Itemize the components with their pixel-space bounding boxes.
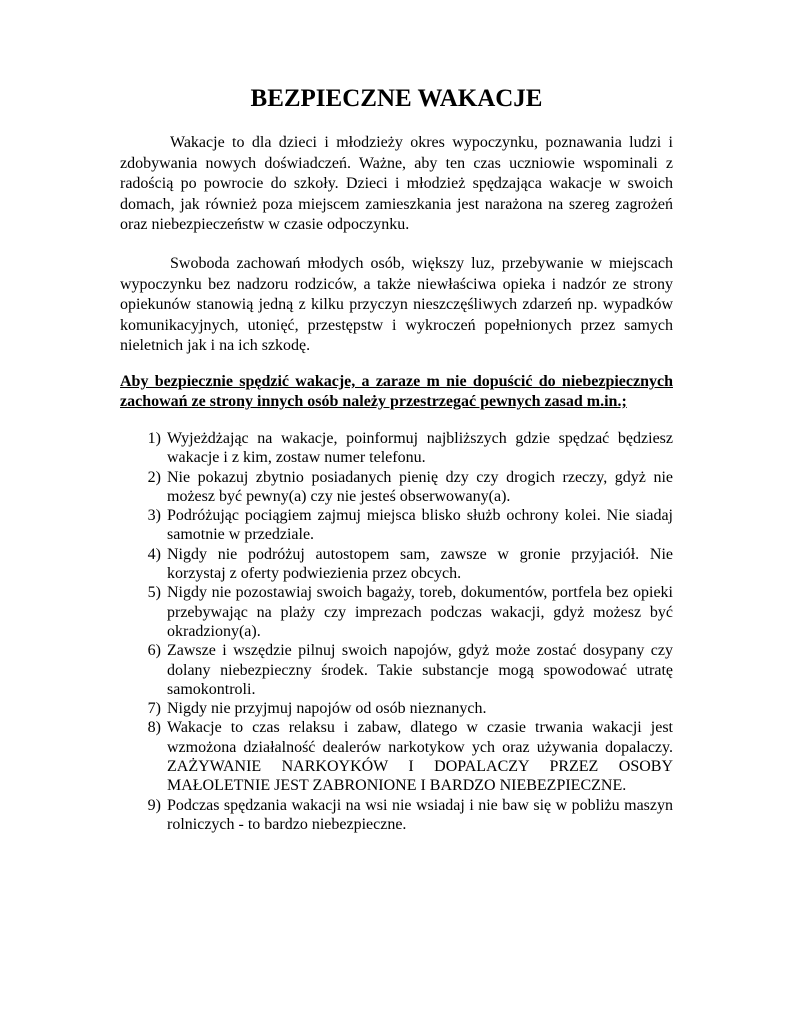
rule-text: Podczas spędzania wakacji na wsi nie wsiadaj i nie baw się w pobliżu maszyn rolniczych - to bardzo niebezpieczne. xyxy=(167,796,673,833)
rule-item xyxy=(120,583,673,641)
rule-item xyxy=(120,718,673,795)
rule-text: Nigdy nie przyjmuj napojów od osób nieznanych. xyxy=(167,700,487,718)
rule-number: 2) xyxy=(147,468,161,486)
rule-number: 8) xyxy=(147,719,161,737)
risks-paragraph: Swoboda zachowań młodych osób, większy luz, przebywanie w miejscach wypoczynku bez nadzoru rodziców, a także niewłaściwa opieka i nadzór ze strony opiekunów stanowią jedną z kilku przyczyn nieszczęśliwych zdarzeń np. wypadków komunikacyjnych, utonięć, przestępstw i wykroczeń popełnionych przez samych nieletnich jak i na ich szkodę. xyxy=(120,255,673,354)
rule-text: Nigdy nie podróżuj autostopem sam, zawsze w gronie przyjaciół. Nie korzystaj z oferty podwiezienia przez obcych. xyxy=(167,545,673,583)
rule-text: Zawsze i wszędzie pilnuj swoich napojów, gdyż może zostać dosypany czy dolany niebezpieczny środek. Takie substancje mogą spowodować utratę samokontroli. xyxy=(167,642,673,698)
rule-number: 9) xyxy=(147,796,161,814)
rule-text: Nie pokazuj zbytnio posiadanych pienię dzy czy drogich rzeczy, gdyż nie możesz być pewny(a) czy nie jesteś obserwowany(a). xyxy=(167,468,673,505)
rule-item xyxy=(120,699,673,718)
intro-paragraph: Wakacje to dla dzieci i młodzieży okres wypoczynku, poznawania ludzi i zdobywania nowych doświadczeń. Ważne, aby ten czas uczniowie wspominali z radością po powrocie do szkoły. Dzieci i młodzież spędzająca wakacje w swoich domach, jak również poza miejscem zamieszkania jest narażona na szereg zagrożeń oraz niebezpieczeństw w czasie odpoczynku. xyxy=(120,134,673,233)
rule-item xyxy=(120,506,673,545)
rule-text: Nigdy nie pozostawiaj swoich bagaży, toreb, dokumentów, portfela bez opieki przebywając na plaży czy imprezach podczas wakacji, gdyż możesz być okradziony(a). xyxy=(167,584,673,640)
rule-item xyxy=(120,468,673,507)
rule-item xyxy=(120,545,673,584)
rule-number: 6) xyxy=(147,642,161,660)
rule-number: 7) xyxy=(147,700,161,718)
rule-text: Wakacje to czas relaksu i zabaw, dlatego w czasie trwania wakacji jest wzmożona działalność dealerów narkotykow ych oraz używania dopalaczy. ZAŻYWANIE NARKOYKÓW I DOPALACZY PRZEZ OSOBY MAŁOLETNIE JEST ZABRONIONE I BARDZO NIEBEZPIECZNE. xyxy=(167,719,673,795)
rule-number: 5) xyxy=(147,584,161,602)
rule-item xyxy=(120,641,673,699)
document-title: BEZPIECZNE WAKACJE xyxy=(250,85,543,112)
rules-list xyxy=(120,429,673,834)
rules-heading: Aby bezpiecznie spędzić wakacje, a zaraze m nie dopuścić do niebezpiecznych zachowań ze strony innych osób należy przestrzegać pewnych zasad m.in.; xyxy=(120,373,673,410)
rule-text: Podróżując pociągiem zajmuj miejsca blisko służb ochrony kolei. Nie siadaj samotnie w przedziale. xyxy=(167,507,673,544)
rule-number: 1) xyxy=(147,430,161,447)
rule-text: Wyjeżdżając na wakacje, poinformuj najbliższych gdzie spędzać będziesz wakacje i z kim, zostaw numer telefonu. xyxy=(167,430,673,467)
rule-item xyxy=(120,796,673,835)
rule-number: 4) xyxy=(147,545,161,563)
rule-item xyxy=(120,429,673,468)
rule-number: 3) xyxy=(147,507,161,525)
